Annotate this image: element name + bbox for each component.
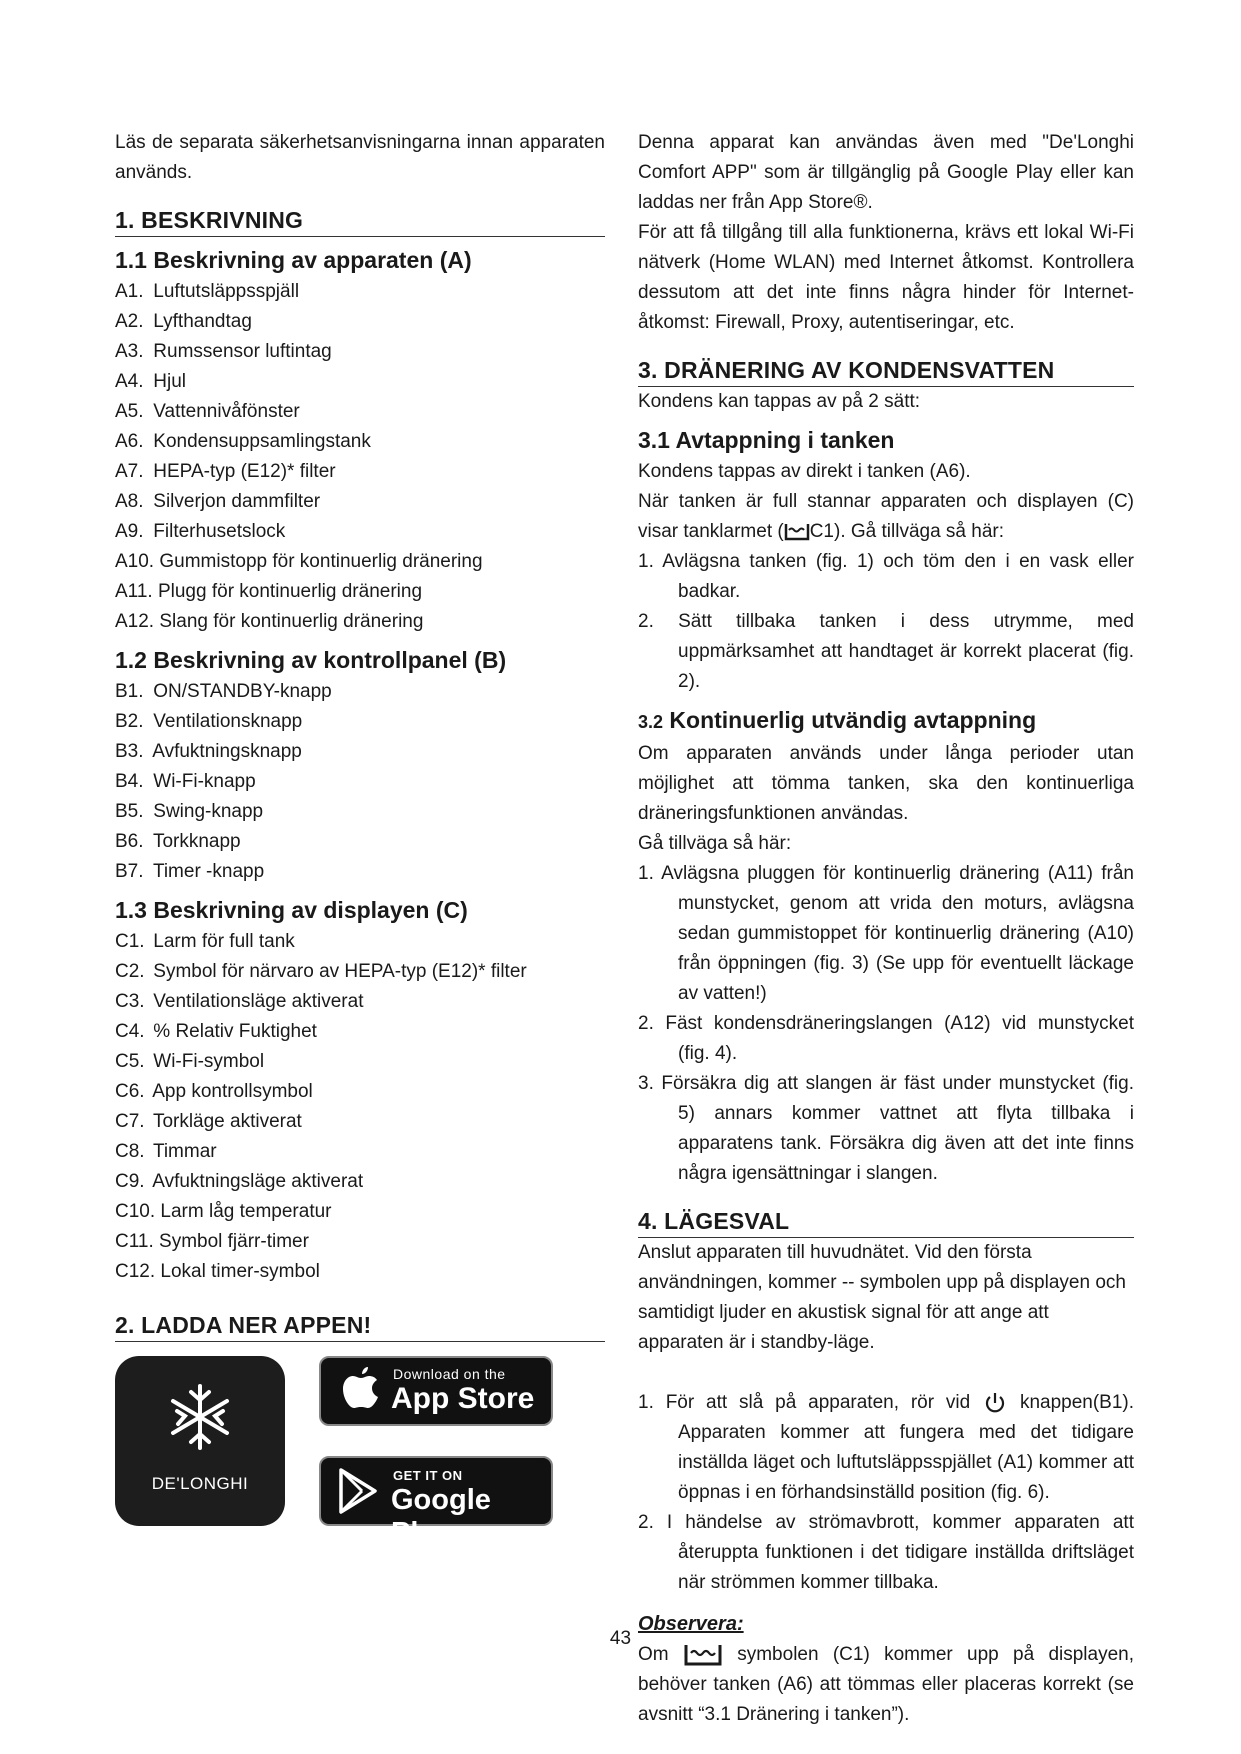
section-3-heading: 3. DRÄNERING AV KONDENSVATTEN <box>638 354 1134 387</box>
wifi-paragraph: För att få tillgång till alla funktionerna, krävs ett lokal Wi-Fi nätverk (Home WLAN) med Internet åtkomst. Kontrollera dessutom att det inte finns några hinder för Internet-åtkomst: Firewall, Proxy, autentiseringar, etc. <box>638 222 1134 333</box>
item-label: Timmar <box>152 1141 217 1162</box>
item-code: B1. <box>115 681 144 702</box>
app-paragraph: Denna apparat kan användas även med "De'Longhi Comfort APP" som är tillgänglig på Google Play eller kan laddas ner från App Store®. <box>638 132 1134 213</box>
list-item <box>115 1197 605 1227</box>
list-item: 2. Fäst kondensdräneringslangen (A12) vid munstycket (fig. 4). <box>638 1013 1134 1064</box>
list-item <box>115 367 605 397</box>
item-code: C12. <box>115 1261 156 1282</box>
item-code: A11. <box>115 581 153 602</box>
item-label: Wi-Fi-symbol <box>153 1051 265 1072</box>
subsection-3-2-p2: Gå tillväga så här: <box>638 833 792 854</box>
display-list <box>115 927 605 1287</box>
subsection-3-2-number: 3.2 <box>638 712 664 732</box>
item-label: Torkknapp <box>152 831 241 852</box>
list-item: 2. Sätt tillbaka tanken i dess utrymme, med uppmärksamhet att handtaget är korrekt placerat (fig. 2). <box>638 611 1134 692</box>
item-label: Torkläge aktiverat <box>152 1111 302 1132</box>
item-label: Wi-Fi-knapp <box>153 771 256 792</box>
item-label: Timer -knapp <box>152 861 265 882</box>
item-label: Ventilationsknapp <box>153 711 303 732</box>
section-2-heading: 2. LADDA NER APPEN! <box>115 1309 605 1342</box>
list-item <box>115 827 605 857</box>
item-label: Filterhusetslock <box>153 521 286 542</box>
list-item <box>115 1077 605 1107</box>
list-item <box>115 607 605 637</box>
app-download-logos <box>115 1356 605 1549</box>
item-label: Swing-knapp <box>153 801 264 822</box>
subsection-3-1-p2-end: ). Gå tillväga så här: <box>834 521 1005 542</box>
item-code: A6. <box>115 431 144 452</box>
list-item <box>115 457 605 487</box>
item-label: ON/STANDBY-knapp <box>153 681 332 702</box>
list-item <box>115 1167 605 1197</box>
subsection-3-1-p1: Kondens tappas av direkt i tanken (A6). <box>638 461 971 482</box>
item-code: C7. <box>115 1111 145 1132</box>
item-label: Slang för kontinuerlig dränering <box>159 611 424 632</box>
item-code: A10. <box>115 551 155 572</box>
subsection-1-3-heading: 1.3 Beskrivning av displayen (C) <box>115 897 468 923</box>
list-item <box>115 707 605 737</box>
item-code: C9. <box>115 1171 145 1192</box>
list-item <box>115 487 605 517</box>
google-play-badge[interactable] <box>319 1456 553 1549</box>
item-code: C2. <box>115 961 145 982</box>
item-label: App kontrollsymbol <box>152 1081 313 1102</box>
list-item <box>115 1017 605 1047</box>
list-item <box>115 927 605 957</box>
item-code: B6. <box>115 831 144 852</box>
google-play-big-text: Google Play <box>391 1484 491 1549</box>
list-item <box>115 1107 605 1137</box>
snowflake-icon <box>115 1356 285 1476</box>
item-label: % Relativ Fuktighet <box>153 1021 317 1042</box>
delonghi-app-icon[interactable] <box>115 1356 285 1526</box>
play-icon <box>337 1466 381 1516</box>
item-label: Silverjon dammfilter <box>153 491 321 512</box>
section-4-step-1 <box>638 1388 1134 1508</box>
page-number: 43 <box>609 1628 632 1649</box>
item-label: Gummistopp för kontinuerlig dränering <box>159 551 483 572</box>
apparatus-parts-list <box>115 277 605 637</box>
item-label: Ventilationsläge aktiverat <box>153 991 364 1012</box>
list-item: 1. Avlägsna tanken (fig. 1) och töm den i en vask eller badkar. <box>638 551 1134 602</box>
item-label: Avfuktningsknapp <box>152 741 302 762</box>
section-4-paragraph: Anslut apparaten till huvudnätet. Vid den första användningen, kommer -- symbolen upp på displayen och samtidigt ljuder en akustisk signal för att ange att apparaten är i standby-läge. <box>638 1242 1126 1353</box>
item-code: C1. <box>115 931 145 952</box>
list-item <box>115 797 605 827</box>
control-panel-list <box>115 677 605 887</box>
list-item <box>115 677 605 707</box>
list-item <box>115 987 605 1017</box>
list-item <box>115 397 605 427</box>
item-label: HEPA-typ (E12)* filter <box>153 461 336 482</box>
note-start: Om <box>638 1644 669 1665</box>
section-4-step-1-end: knappen(B1). Apparaten kommer att fungera med det tidigare inställda läget och luftutsläppsspjället (A1) kommer att öppnas i en förhandsinställd position (fig. 6). <box>678 1392 1135 1503</box>
item-label: Lyfthandtag <box>153 311 252 332</box>
apple-icon <box>339 1366 383 1416</box>
item-code: C11. <box>115 1231 154 1252</box>
item-label: Luftutsläppsspjäll <box>153 281 300 302</box>
item-code: A9. <box>115 521 144 542</box>
section-3-intro: Kondens kan tappas av på 2 sätt: <box>638 391 921 412</box>
item-code: B3. <box>115 741 144 762</box>
item-label: Rumssensor luftintag <box>153 341 332 362</box>
item-label: Symbol för närvaro av HEPA-typ (E12)* filter <box>153 961 527 982</box>
list-item <box>115 307 605 337</box>
list-item <box>115 1137 605 1167</box>
item-code: A8. <box>115 491 144 512</box>
item-code: A4. <box>115 371 144 392</box>
subsection-3-1-p2-code: C1 <box>809 521 834 542</box>
item-code: C3. <box>115 991 145 1012</box>
subsection-3-2-steps <box>638 859 1134 1189</box>
subsection-3-1-heading: 3.1 Avtappning i tanken <box>638 427 895 453</box>
item-label: Kondensuppsamlingstank <box>153 431 371 452</box>
app-store-big-text: App Store <box>391 1382 535 1415</box>
item-code: A2. <box>115 311 144 332</box>
item-code: C5. <box>115 1051 145 1072</box>
google-play-small-text: GET IT ON <box>393 1468 463 1483</box>
subsection-3-2-heading <box>638 703 1134 739</box>
list-item <box>115 1257 605 1287</box>
app-store-badge[interactable] <box>319 1356 553 1426</box>
list-item <box>115 337 605 367</box>
list-item <box>115 577 605 607</box>
item-label: Plugg för kontinuerlig dränering <box>157 581 423 602</box>
list-item <box>115 957 605 987</box>
tank-full-icon <box>784 522 810 542</box>
app-store-small-text: Download on the <box>393 1366 506 1382</box>
list-item <box>115 427 605 457</box>
section-4-step-1-start: 1. För att slå på apparaten, rör vid <box>638 1392 971 1413</box>
item-code: B7. <box>115 861 144 882</box>
list-item <box>115 1227 605 1257</box>
item-label: Vattennivåfönster <box>153 401 300 422</box>
item-code: A7. <box>115 461 144 482</box>
item-label: Larm för full tank <box>153 931 295 952</box>
list-item <box>115 767 605 797</box>
list-item <box>115 547 605 577</box>
left-column <box>115 128 605 1549</box>
item-code: C8. <box>115 1141 145 1162</box>
subsection-3-1-p2 <box>638 487 1134 547</box>
subsection-3-2-title: Kontinuerlig utvändig avtappning <box>669 707 1037 733</box>
subsection-3-1-steps <box>638 547 1134 697</box>
item-code: A5. <box>115 401 144 422</box>
subsection-3-2-p1: Om apparaten används under långa perioder utan möjlighet att tömma tanken, ska den kontinuerliga dräneringsfunktionen användas. <box>638 743 1134 824</box>
power-icon <box>982 1390 1008 1416</box>
item-code: B5. <box>115 801 144 822</box>
list-item <box>115 857 605 887</box>
item-label: Lokal timer-symbol <box>160 1261 320 1282</box>
item-code: B2. <box>115 711 144 732</box>
section-4-heading: 4. LÄGESVAL <box>638 1205 1134 1238</box>
section-1-heading: 1. BESKRIVNING <box>115 204 605 237</box>
subsection-3-1-p2-start: När tanken är full stannar apparaten och displayen (C) visar tanklarmet ( <box>638 491 1134 542</box>
list-item <box>115 277 605 307</box>
item-label: Hjul <box>153 371 187 392</box>
item-label: Avfuktningsläge aktiverat <box>152 1171 364 1192</box>
item-code: A3. <box>115 341 144 362</box>
app-brand-label: DE'LONGHI <box>151 1474 249 1493</box>
item-code: A1. <box>115 281 144 302</box>
list-item: 3. Försäkra dig att slangen är fäst under munstycket (fig. 5) annars kommer vattnet att flyta tillbaka i apparatens tank. Försäkra dig även att det inte finns några igensättningar i slangen. <box>638 1073 1134 1184</box>
item-code: C4. <box>115 1021 145 1042</box>
list-item <box>115 1047 605 1077</box>
subsection-1-1-heading: 1.1 Beskrivning av apparaten (A) <box>115 247 472 273</box>
list-item <box>115 517 605 547</box>
note-heading: Observera: <box>638 1613 744 1635</box>
note-paragraph <box>638 1640 1134 1730</box>
item-label: Larm låg temperatur <box>160 1201 332 1222</box>
item-code: A12. <box>115 611 155 632</box>
item-code: B4. <box>115 771 144 792</box>
section-4-step-2: 2. I händelse av strömavbrott, kommer apparaten att återuppta funktionen i det tidigare inställda driftsläget när strömmen kommer tillbaka. <box>638 1512 1134 1593</box>
right-column <box>638 128 1134 1730</box>
list-item <box>115 737 605 767</box>
note-end: symbolen (C1) kommer upp på displayen, behöver tanken (A6) att tömmas eller placeras korrekt (se avsnitt “3.1 Dränering i tanken”). <box>638 1644 1135 1725</box>
intro-paragraph: Läs de separata säkerhetsanvisningarna innan apparaten används. <box>115 132 605 183</box>
list-item: 1. Avlägsna pluggen för kontinuerlig dränering (A11) från munstycket, genom att vrida den moturs, avlägsna sedan gummistoppet för kontinuerlig dränering (A10) från öppningen (fig. 3) (Se upp för eventuellt läckage av vatten!) <box>638 863 1134 1004</box>
item-code: C10. <box>115 1201 156 1222</box>
item-code: C6. <box>115 1081 145 1102</box>
item-label: Symbol fjärr-timer <box>159 1231 309 1252</box>
subsection-1-2-heading: 1.2 Beskrivning av kontrollpanel (B) <box>115 647 507 673</box>
